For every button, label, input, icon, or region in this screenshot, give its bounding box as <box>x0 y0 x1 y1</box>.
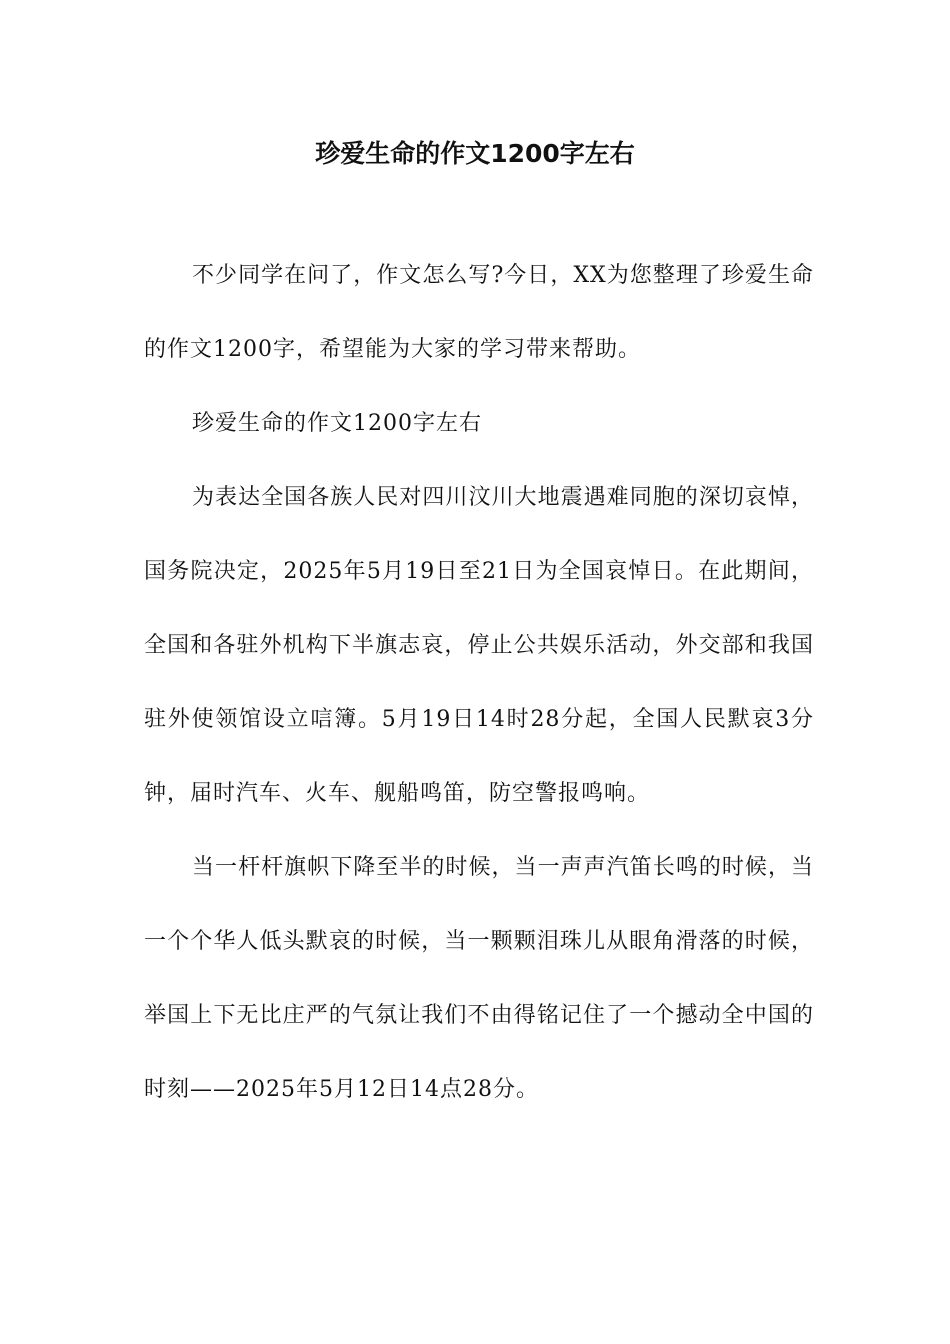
mourning-paragraph: 为表达全国各族人民对四川汶川大地震遇难同胞的深切哀悼，国务院决定，2025年5月19日至21日为全国哀悼日。在此期间，全国和各驻外机构下半旗志哀，停止公共娱乐活动，外交部和我国驻外使领馆设立唁簿。5月19日14时28分起，全国人民默哀3分钟，届时汽车、火车、舰船鸣笛，防空警报鸣响。 <box>144 485 814 806</box>
subtitle-paragraph: 珍爱生命的作文1200字左右 <box>192 411 482 436</box>
document-body <box>144 239 814 1127</box>
moment-paragraph: 当一杆杆旗帜下降至半的时候，当一声声汽笛长鸣的时候，当一个个华人低头默哀的时候，当一颗颗泪珠儿从眼角滑落的时候，举国上下无比庄严的气氛让我们不由得铭记住了一个撼动全中国的时刻——2025年5月12日14点28分。 <box>144 855 814 1102</box>
document-title: 珍爱生命的作文1200字左右 <box>315 139 635 168</box>
intro-paragraph: 不少同学在问了，作文怎么写?今日，XX为您整理了珍爱生命的作文1200字，希望能为大家的学习带来帮助。 <box>144 263 814 362</box>
